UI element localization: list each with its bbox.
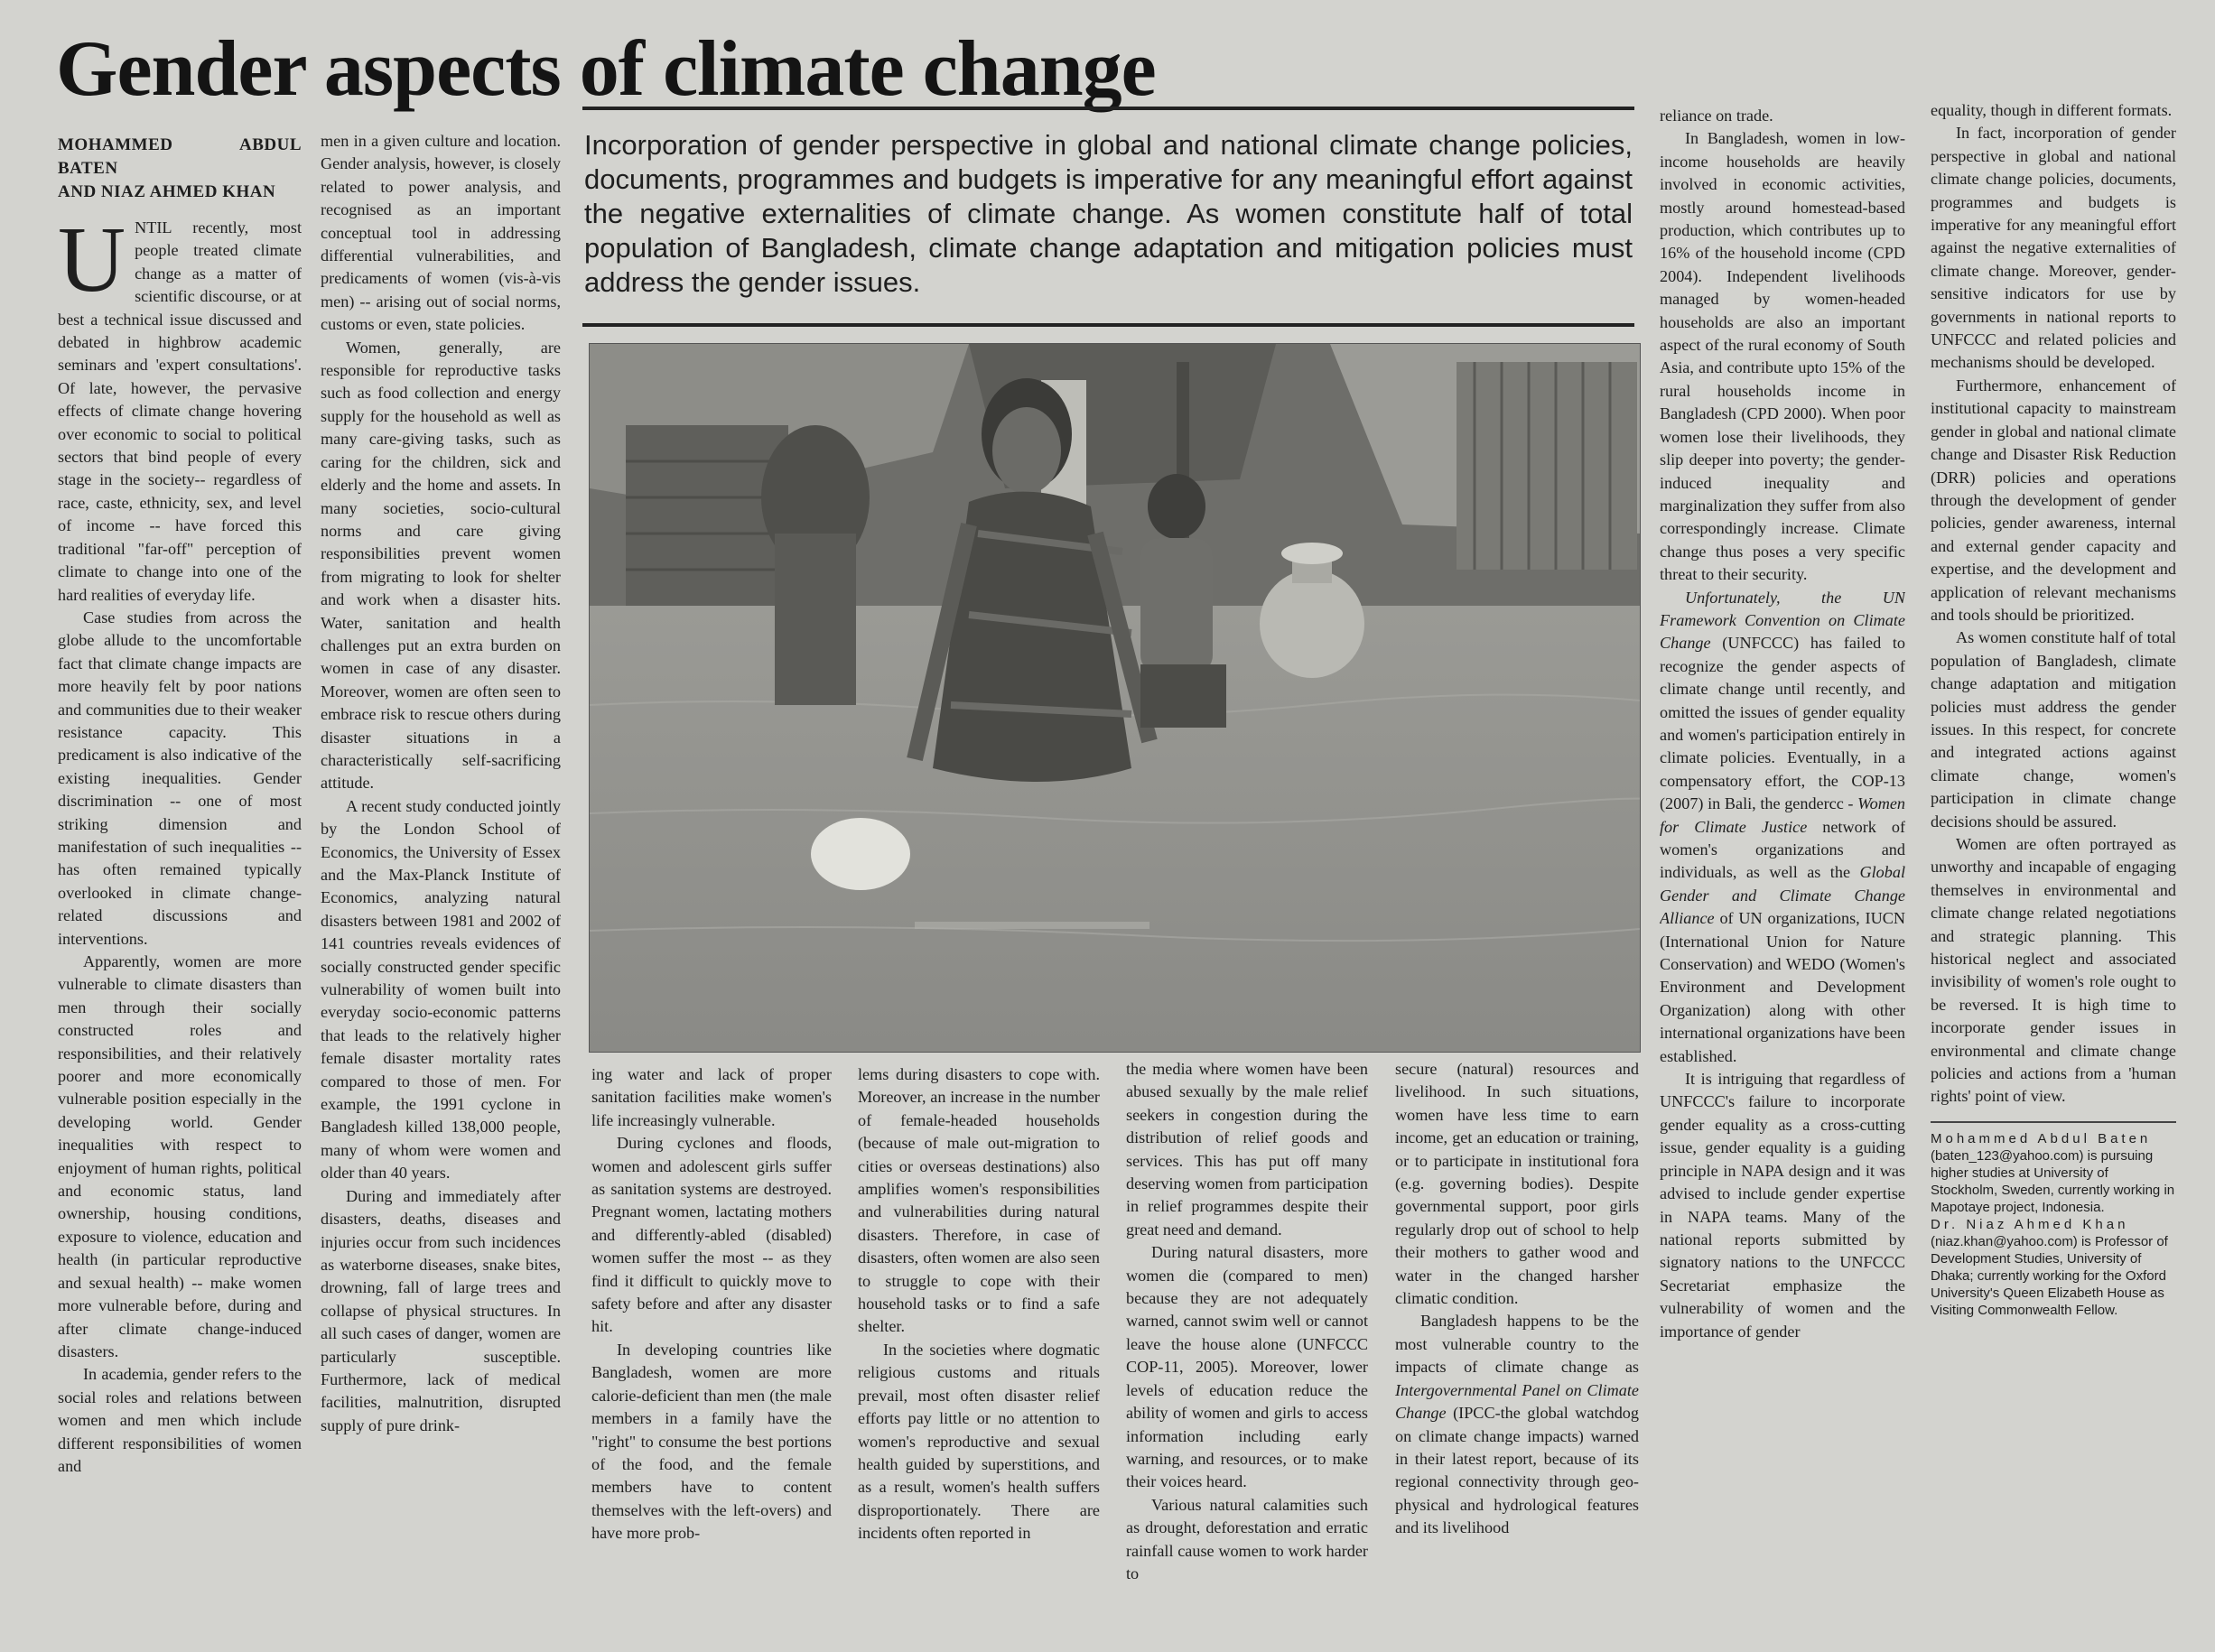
paragraph: ing water and lack of proper sanitation facilities make women's life increasingly vulnerable. (591, 1065, 832, 1129)
paragraph: Various natural calamities such as drought, deforestation and erratic rainfall cause women to work harder to (1126, 1495, 1368, 1582)
paragraph: In fact, incorporation of gender perspective in global and national climate change policies, documents, programmes and budgets is imperative for any meaningful effort against the negative externalities of climate change. Moreover, gender-sensitive indicators for use by governments in national reports to UNFCCC and related policies and mechanisms should be developed. (1931, 124, 2176, 372)
column-2 (321, 130, 561, 1648)
paragraph: Case studies from across the globe allude to the uncomfortable fact that climate change impacts are more heavily felt by poor nations and communities due to their weaker resistance capacity. This predicament is also indicative of the existing inequalities. Gender discrimination -- one of most striking dimension and manifestation of such inequalities -- has often remained typically overlooked in climate change-related discussions and interventions. (58, 608, 302, 948)
article-headline: Gender aspects of climate change (56, 25, 1156, 113)
paragraph: Women, generally, are responsible for reproductive tasks such as food collection and energy supply for the household as well as many care-giving tasks, such as caring for the children, sick and elderly and the home and assets. In many societies, socio-cultural norms and care giving responsibilities prevent women from migrating to look for shelter and work when a disaster hits. Water, sanitation and health challenges put an extra burden on women in case of any disaster. Moreover, women are often seen to embrace risk to rescue others during disaster situations in a characteristically self-sacrificing attitude. (321, 338, 561, 793)
standfirst: Incorporation of gender perspective in global and national climate change policies, documents, programmes and budgets is imperative for any meaningful effort against the negative externalities of climate change. As women constitute half of total population of Bangladesh, climate change adaptation and mitigation policies must address the gender issues. (582, 107, 1634, 327)
paragraph: Furthermore, enhancement of institutional capacity to mainstream gender in global and national climate change and Disaster Risk Reduction (DRR) policies and operations through the development of gender policies, gender awareness, internal and external gender capacity and expertise, and the development and application of relevant mechanisms and tools should be prioritized. (1931, 376, 2176, 624)
paragraph: A recent study conducted jointly by the London School of Economics, the University of Essex and the Max-Planck Institute of Economics, analyzing natural disasters between 1981 and 2002 of 141 countries reveals evidences of socially constructed gender specific vulnerability of women built into everyday socio-economic patterns that leads to the relatively higher female disaster mortality rates compared to those of men. For example, the 1991 cyclone in Bangladesh killed 138,000 people, many of whom were women and older than 40 years. (321, 796, 561, 1183)
flood-photo-illustration (590, 344, 1640, 1052)
lead-paragraph: UNTIL recently, most people treated climate change as a matter of scientific discourse, or at best a technical issue discussed and debated in highbrow academic seminars and 'expert consultations'. Of late, however, the pervasive effects of climate change hovering over economic to social to political sectors that bind people of every stage in the society-- regardless of race, caste, ethnicity, sex, and level of income -- have forced this traditional "far-off" perception of climate to change into one of the hard realities of everyday life. (58, 208, 302, 604)
flood-photo (589, 343, 1641, 1053)
paragraph: During natural disasters, more women die (compared to men) because they are not adequately warned, cannot swim well or cannot leave the house alone (UNFCCC COP-11, 2005). Moreover, lower levels of education reduce the ability of women and girls to access information including early warning, and resources, or to make their voices heard. (1126, 1243, 1368, 1491)
drop-cap: U (58, 208, 126, 311)
bio-name: Mohammed Abdul Baten (1931, 1130, 2152, 1146)
paragraph: reliance on trade. (1660, 107, 1773, 125)
author-bio: Mohammed Abdul Baten (baten_123@yahoo.com) is pursuing higher studies at University of Stockholm, Sweden, currently working in Mapotaye project, Indonesia. Dr. Niaz Ahmed Khan (niaz.khan@yahoo.com) is Professor of Development Studies, University of Dhaka; currently working for the Oxford University's Queen Elizabeth House as Visiting Commonwealth Fellow. (1931, 1121, 2176, 1319)
column-1 (58, 134, 302, 1646)
paragraph: Women are often portrayed as unworthy and incapable of engaging themselves in environmental and climate change related negotiations and strategic planning. This historical neglect and associated invisibility of women's role ought to be reversed. It is high time to incorporate gender issues in environmental and climate change policies and actions from a 'human rights' point of view. (1931, 835, 2176, 1106)
paragraph: During and immediately after disasters, deaths, diseases and injuries occur from such incidences as waterborne diseases, snake bites, drowning, fall of large trees and collapse of physical structures. In all such cases of danger, women are particularly susceptible. Furthermore, lack of medical facilities, malnutrition, disrupted supply of pure drink- (321, 1186, 561, 1434)
paragraph: During cyclones and floods, women and adolescent girls suffer as sanitation systems are destroyed. Pregnant women, lactating mothers and differently-abled (disabled) women suffer the most -- as they find it difficult to quickly move to safety before and after any disaster hit. (591, 1134, 832, 1336)
paragraph: In academia, gender refers to the social roles and relations between women and men which include different responsibilities of women and (58, 1365, 302, 1475)
column-6 (1395, 1058, 1639, 1648)
column-8 (1931, 99, 2176, 1648)
paragraph: As women constitute half of total population of Bangladesh, climate change adaptation and mitigation policies must address the gender issues. In this respect, for concrete and integrated actions against climate change, women's participation in climate change decisions should be assured. (1931, 628, 2176, 831)
byline (58, 134, 302, 204)
paragraph: In the societies where dogmatic religious customs and rituals prevail, most often disaster relief efforts pay little or no attention to women's reproductive and sexual health guided by superstitions, and as a result, women's health suffers disproportionately. There are incidents often reported in (858, 1340, 1100, 1543)
paragraph: men in a given culture and location. Gender analysis, however, is closely related to power analysis, and recognised as an important conceptual tool in addressing differential vulnerabilities, and predicaments of women (vis-à-vis men) -- arising out of social norms, customs or even, state policies. (321, 132, 561, 334)
paragraph: secure (natural) resources and livelihood. In such situations, women have less time to earn income, get an education or training, or to participate in institutional fora (e.g. governing bodies). Despite governmental support, poor girls regularly drop out of school to help their mothers to gather wood and water in the changed harsher climatic condition. (1395, 1060, 1639, 1308)
column-5 (1126, 1058, 1368, 1648)
paragraph: Bangladesh happens to be the most vulnerable country to the impacts of climate change as Intergovernmental Panel on Climate Change (IPCC-the global watchdog on climate change impacts) warned in their latest report, because of its regional connectivity through geo-physical and hydrological features and its livelihood (1395, 1312, 1639, 1537)
column-3 (591, 1063, 832, 1648)
paragraph: lems during disasters to cope with. Moreover, an increase in the number of female-headed households (because of male out-migration to cities or overseas destinations) also amplifies women's responsibilities and vulnerabilities during natural disasters. Therefore, in case of disasters, often women are also seen to struggle to cope with their household tasks or to find a safe shelter. (858, 1065, 1100, 1336)
paragraph: Apparently, women are more vulnerable to climate disasters than men through their socially constructed roles and responsibilities, and their relatively poorer and more economically vulnerable position especially in the developing world. Gender inequalities with respect to enjoyment of human rights, political and economic status, land ownership, housing conditions, exposure to violence, education and health (in particular reproductive and sexual health) -- make women more vulnerable before, during and after climate change-induced disasters. (58, 952, 302, 1360)
column-7 (1660, 105, 1905, 1648)
paragraph: In developing countries like Bangladesh, women are more calorie-deficient than men (the male members in a family have the "right" to consume the best portions of the food, and the female members have to content themselves with the left-overs) and have more prob- (591, 1340, 832, 1543)
author-1: MOHAMMED ABDUL BATEN (58, 135, 302, 178)
bio-name: Dr. Niaz Ahmed Khan (1931, 1216, 2129, 1232)
paragraph: Unfortunately, the UN Framework Convention on Climate Change (UNFCCC) has failed to recognize the gender aspects of climate change until recently, and omitted the issues of gender equality and women's participation entirely in climate policies. Eventually, in a compensatory effort, the COP-13 (2007) in Bali, the gendercc - Women for Climate Justice network of women's organizations and individuals, as well as the Global Gender and Climate Change Alliance of UN organizations, IUCN (International Union for Nature Conservation) and WEDO (Women's Environment and Development Organization) along with other international organizations have been established. (1660, 588, 1905, 1065)
column-4 (858, 1063, 1100, 1648)
paragraph: the media where women have been abused sexually by the male relief seekers in congestion during the distribution of relief goods and services. This has put off many deserving women from participation in relief programmes despite their great need and demand. (1126, 1060, 1368, 1239)
paragraph: equality, though in different formats. (1931, 101, 2173, 119)
paragraph: It is intriguing that regardless of UNFCCC's failure to incorporate gender equality as a cross-cutting issue, gender equality is a guiding principle in NAPA design and it was advised to include gender expertise in NAPA teams. Many of the national reports submitted by signatory nations to the UNFCCC Secretariat emphasize the vulnerability of women and the importance of gender (1660, 1070, 1905, 1341)
author-2: AND NIAZ AHMED KHAN (58, 182, 276, 201)
paragraph: In Bangladesh, women in low-income households are heavily involved in economic activities, mostly around homestead-based production, which contributes up to 16% of the household income (CPD 2004). Independent livelihoods managed by women-headed households are also an important aspect of the rural economy of South Asia, and contribute upto 15% of the rural households income in Bangladesh (CPD 2000). When poor women lose their livelihoods, they slip deeper into poverty; the gender-induced inequality and marginalization they suffer from also correspondingly increase. Climate change thus poses a very specific threat to their security. (1660, 129, 1905, 584)
